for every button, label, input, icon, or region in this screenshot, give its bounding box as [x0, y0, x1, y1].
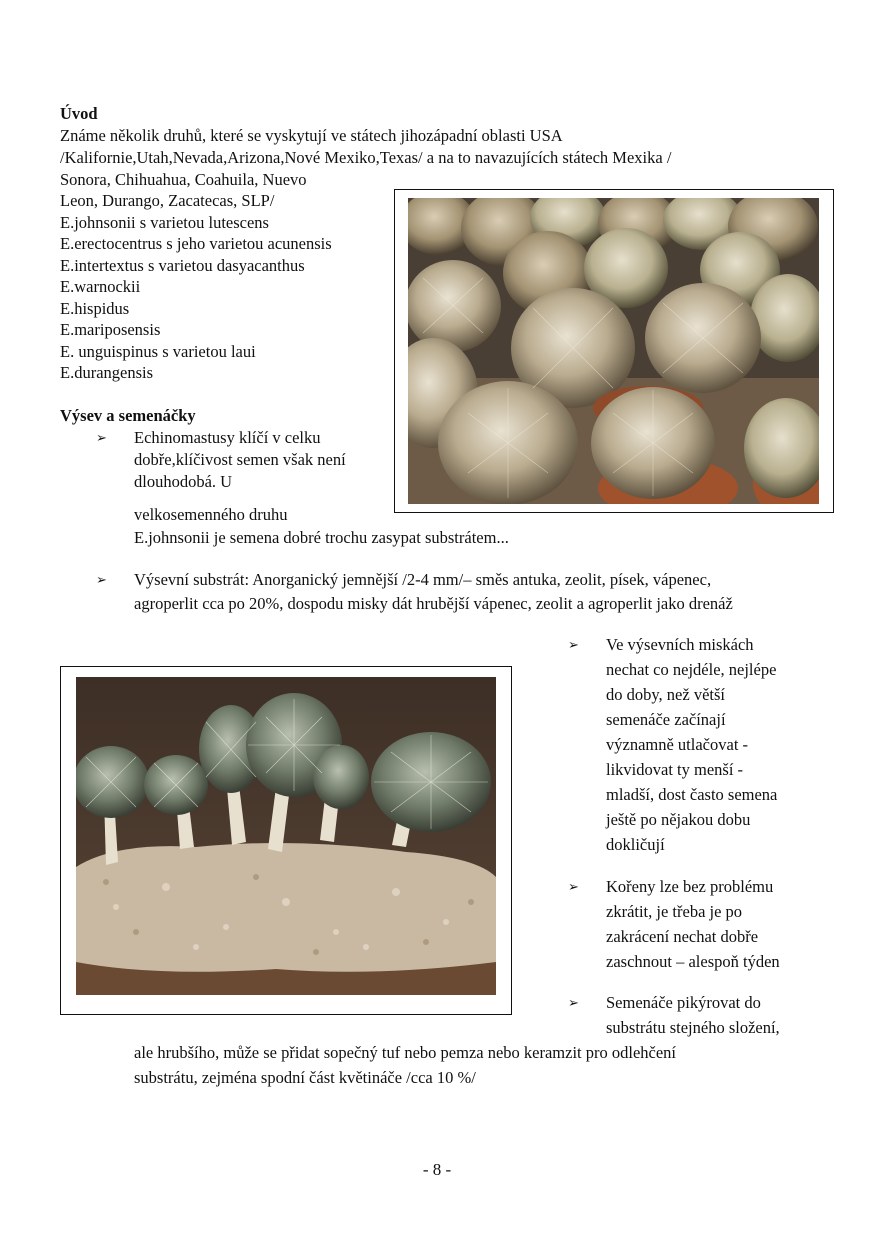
bullet2-line: Výsevní substrát: Anorganický jemnější /2-4 mm/– směs antuka, zeolit, písek, vápenec,	[134, 570, 712, 589]
species-item: E. unguispinus s varietou laui	[60, 342, 256, 361]
bullet5-line: substrátu stejného složení,	[606, 1018, 780, 1037]
bullet3-line: významně utlačovat -	[606, 735, 749, 754]
bullet-arrow-icon: ➢	[96, 572, 107, 587]
bullet-arrow-icon: ➢	[96, 430, 107, 445]
bullet1-line: dobře,klíčivost semen však není	[134, 450, 346, 469]
bullet4-line: zakrácení nechat dobře	[606, 927, 759, 946]
intro-heading: Úvod	[60, 104, 98, 123]
bullet5-line: Semenáče pikýrovat do	[606, 993, 761, 1012]
bullet3-line: Ve výsevních miskách	[606, 635, 754, 654]
page-number: - 8 -	[422, 1160, 452, 1179]
species-item: E.johnsonii s varietou lutescens	[60, 213, 269, 232]
species-item: E.erectocentrus s jeho varietou acunensis	[60, 234, 332, 253]
intro-line: Sonora, Chihuahua, Coahuila, Nuevo	[60, 170, 307, 189]
species-item: E.warnockii	[60, 277, 141, 296]
sowing-heading: Výsev a semenáčky	[60, 406, 196, 425]
bullet2-line: agroperlit cca po 20%, dospodu misky dát hrubější vápenec, zeolit a agroperlit jako drenáž	[134, 594, 733, 613]
species-item: E.hispidus	[60, 299, 130, 318]
intro-line: Známe několik druhů, které se vyskytují ve státech jihozápadní oblasti USA	[60, 126, 563, 145]
bullet1-line: E.johnsonii je semena dobré trochu zasypat substrátem...	[134, 528, 509, 547]
bullet3-line: semenáče začínají	[606, 710, 726, 729]
bullet1-line: dlouhodobá. U	[134, 472, 233, 491]
bullet1-line: Echinomastusy klíčí v celku	[134, 428, 321, 447]
bullet3-line: dokličují	[606, 835, 665, 854]
bullet-arrow-icon: ➢	[568, 637, 579, 652]
bullet4-line: zaschnout – alespoň týden	[606, 952, 780, 971]
bullet3-line: do doby, než větší	[606, 685, 725, 704]
bullet1-line: velkosemenného druhu	[134, 505, 288, 524]
species-item: E.intertextus s varietou dasyacanthus	[60, 256, 305, 275]
photo-frame-cacti-pots	[394, 189, 834, 513]
intro-line: /Kalifornie,Utah,Nevada,Arizona,Nové Mexiko,Texas/ a na to navazujících státech Mexika /	[60, 148, 672, 167]
seedlings-photo	[76, 677, 496, 995]
bullet3-line: likvidovat ty menší -	[606, 760, 744, 779]
bullet4-line: Kořeny lze bez problému	[606, 877, 774, 896]
bullet4-line: zkrátit, je třeba je po	[606, 902, 743, 921]
bullet5-line: substrátu, zejména spodní část květináče /cca 10 %/	[134, 1068, 476, 1087]
bullet5-line: ale hrubšího, může se přidat sopečný tuf nebo pemza nebo keramzit pro odlehčení	[134, 1043, 677, 1062]
bullet-arrow-icon: ➢	[568, 879, 579, 894]
bullet3-line: ještě po nějakou dobu	[606, 810, 751, 829]
cacti-pots-photo	[408, 198, 819, 504]
intro-line: Leon, Durango, Zacatecas, SLP/	[60, 191, 275, 210]
bullet3-line: mladší, dost často semena	[606, 785, 778, 804]
bullet3-line: nechat co nejdéle, nejlépe	[606, 660, 777, 679]
bullet-arrow-icon: ➢	[568, 995, 579, 1010]
species-item: E.mariposensis	[60, 320, 161, 339]
species-item: E.durangensis	[60, 363, 154, 382]
photo-frame-seedlings	[60, 666, 512, 1015]
